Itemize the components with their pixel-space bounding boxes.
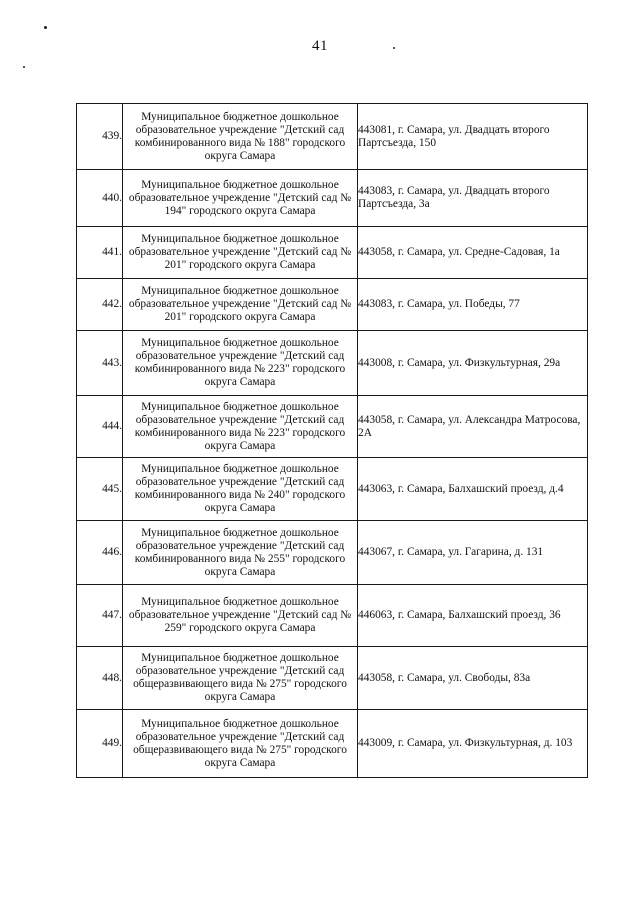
row-number-cell: 443.	[77, 331, 123, 396]
table-row	[77, 710, 588, 778]
scan-speck	[23, 66, 25, 68]
address-cell: 443083, г. Самара, ул. Двадцать второго Партсъезда, 3а	[358, 170, 588, 227]
row-number-cell: 441.	[77, 227, 123, 279]
institution-name-cell: Муниципальное бюджетное дошкольное образовательное учреждение "Детский сад № 201" городского округа Самара	[123, 279, 358, 331]
table-row	[77, 396, 588, 458]
scan-speck	[393, 47, 395, 49]
row-number-cell: 449.	[77, 710, 123, 778]
row-number-cell: 447.	[77, 585, 123, 647]
row-number-cell: 445.	[77, 458, 123, 521]
address-cell: 443008, г. Самара, ул. Физкультурная, 29а	[358, 331, 588, 396]
page-number: 41	[312, 38, 328, 54]
row-number-cell: 446.	[77, 521, 123, 585]
address-cell: 443058, г. Самара, ул. Александра Матросова, 2А	[358, 396, 588, 458]
scan-speck	[44, 26, 47, 29]
table-row	[77, 521, 588, 585]
institution-name-cell: Муниципальное бюджетное дошкольное образовательное учреждение "Детский сад общеразвивающего вида № 275" городского округа Самара	[123, 710, 358, 778]
address-cell: 443009, г. Самара, ул. Физкультурная, д. 103	[358, 710, 588, 778]
institution-name-cell: Муниципальное бюджетное дошкольное образовательное учреждение "Детский сад комбинированного вида № 223" городского округа Самара	[123, 331, 358, 396]
table-row	[77, 647, 588, 710]
address-cell: 443083, г. Самара, ул. Победы, 77	[358, 279, 588, 331]
address-cell: 443058, г. Самара, ул. Свободы, 83а	[358, 647, 588, 710]
row-number-cell: 439.	[77, 104, 123, 170]
address-cell: 446063, г. Самара, Балхашский проезд, 36	[358, 585, 588, 647]
registry-table-body	[77, 104, 588, 778]
table-row	[77, 279, 588, 331]
institution-name-cell: Муниципальное бюджетное дошкольное образовательное учреждение "Детский сад комбинированного вида № 240" городского округа Самара	[123, 458, 358, 521]
row-number-cell: 444.	[77, 396, 123, 458]
institution-name-cell: Муниципальное бюджетное дошкольное образовательное учреждение "Детский сад комбинированного вида № 223" городского округа Самара	[123, 396, 358, 458]
address-cell: 443081, г. Самара, ул. Двадцать второго Партсъезда, 150	[358, 104, 588, 170]
address-cell: 443067, г. Самара, ул. Гагарина, д. 131	[358, 521, 588, 585]
institution-name-cell: Муниципальное бюджетное дошкольное образовательное учреждение "Детский сад № 259" городского округа Самара	[123, 585, 358, 647]
table-row	[77, 458, 588, 521]
institution-name-cell: Муниципальное бюджетное дошкольное образовательное учреждение "Детский сад комбинированного вида № 188" городского округа Самара	[123, 104, 358, 170]
address-cell: 443058, г. Самара, ул. Средне-Садовая, 1а	[358, 227, 588, 279]
table-row	[77, 104, 588, 170]
row-number-cell: 448.	[77, 647, 123, 710]
row-number-cell: 440.	[77, 170, 123, 227]
institution-name-cell: Муниципальное бюджетное дошкольное образовательное учреждение "Детский сад № 194" городского округа Самара	[123, 170, 358, 227]
table-row	[77, 170, 588, 227]
table-row	[77, 331, 588, 396]
table-row	[77, 227, 588, 279]
address-cell: 443063, г. Самара, Балхашский проезд, д.4	[358, 458, 588, 521]
table-row	[77, 585, 588, 647]
registry-table	[76, 103, 588, 778]
institution-name-cell: Муниципальное бюджетное дошкольное образовательное учреждение "Детский сад комбинированного вида № 255" городского округа Самара	[123, 521, 358, 585]
row-number-cell: 442.	[77, 279, 123, 331]
institution-name-cell: Муниципальное бюджетное дошкольное образовательное учреждение "Детский сад № 201" городского округа Самара	[123, 227, 358, 279]
institution-name-cell: Муниципальное бюджетное дошкольное образовательное учреждение "Детский сад общеразвивающего вида № 275" городского округа Самара	[123, 647, 358, 710]
